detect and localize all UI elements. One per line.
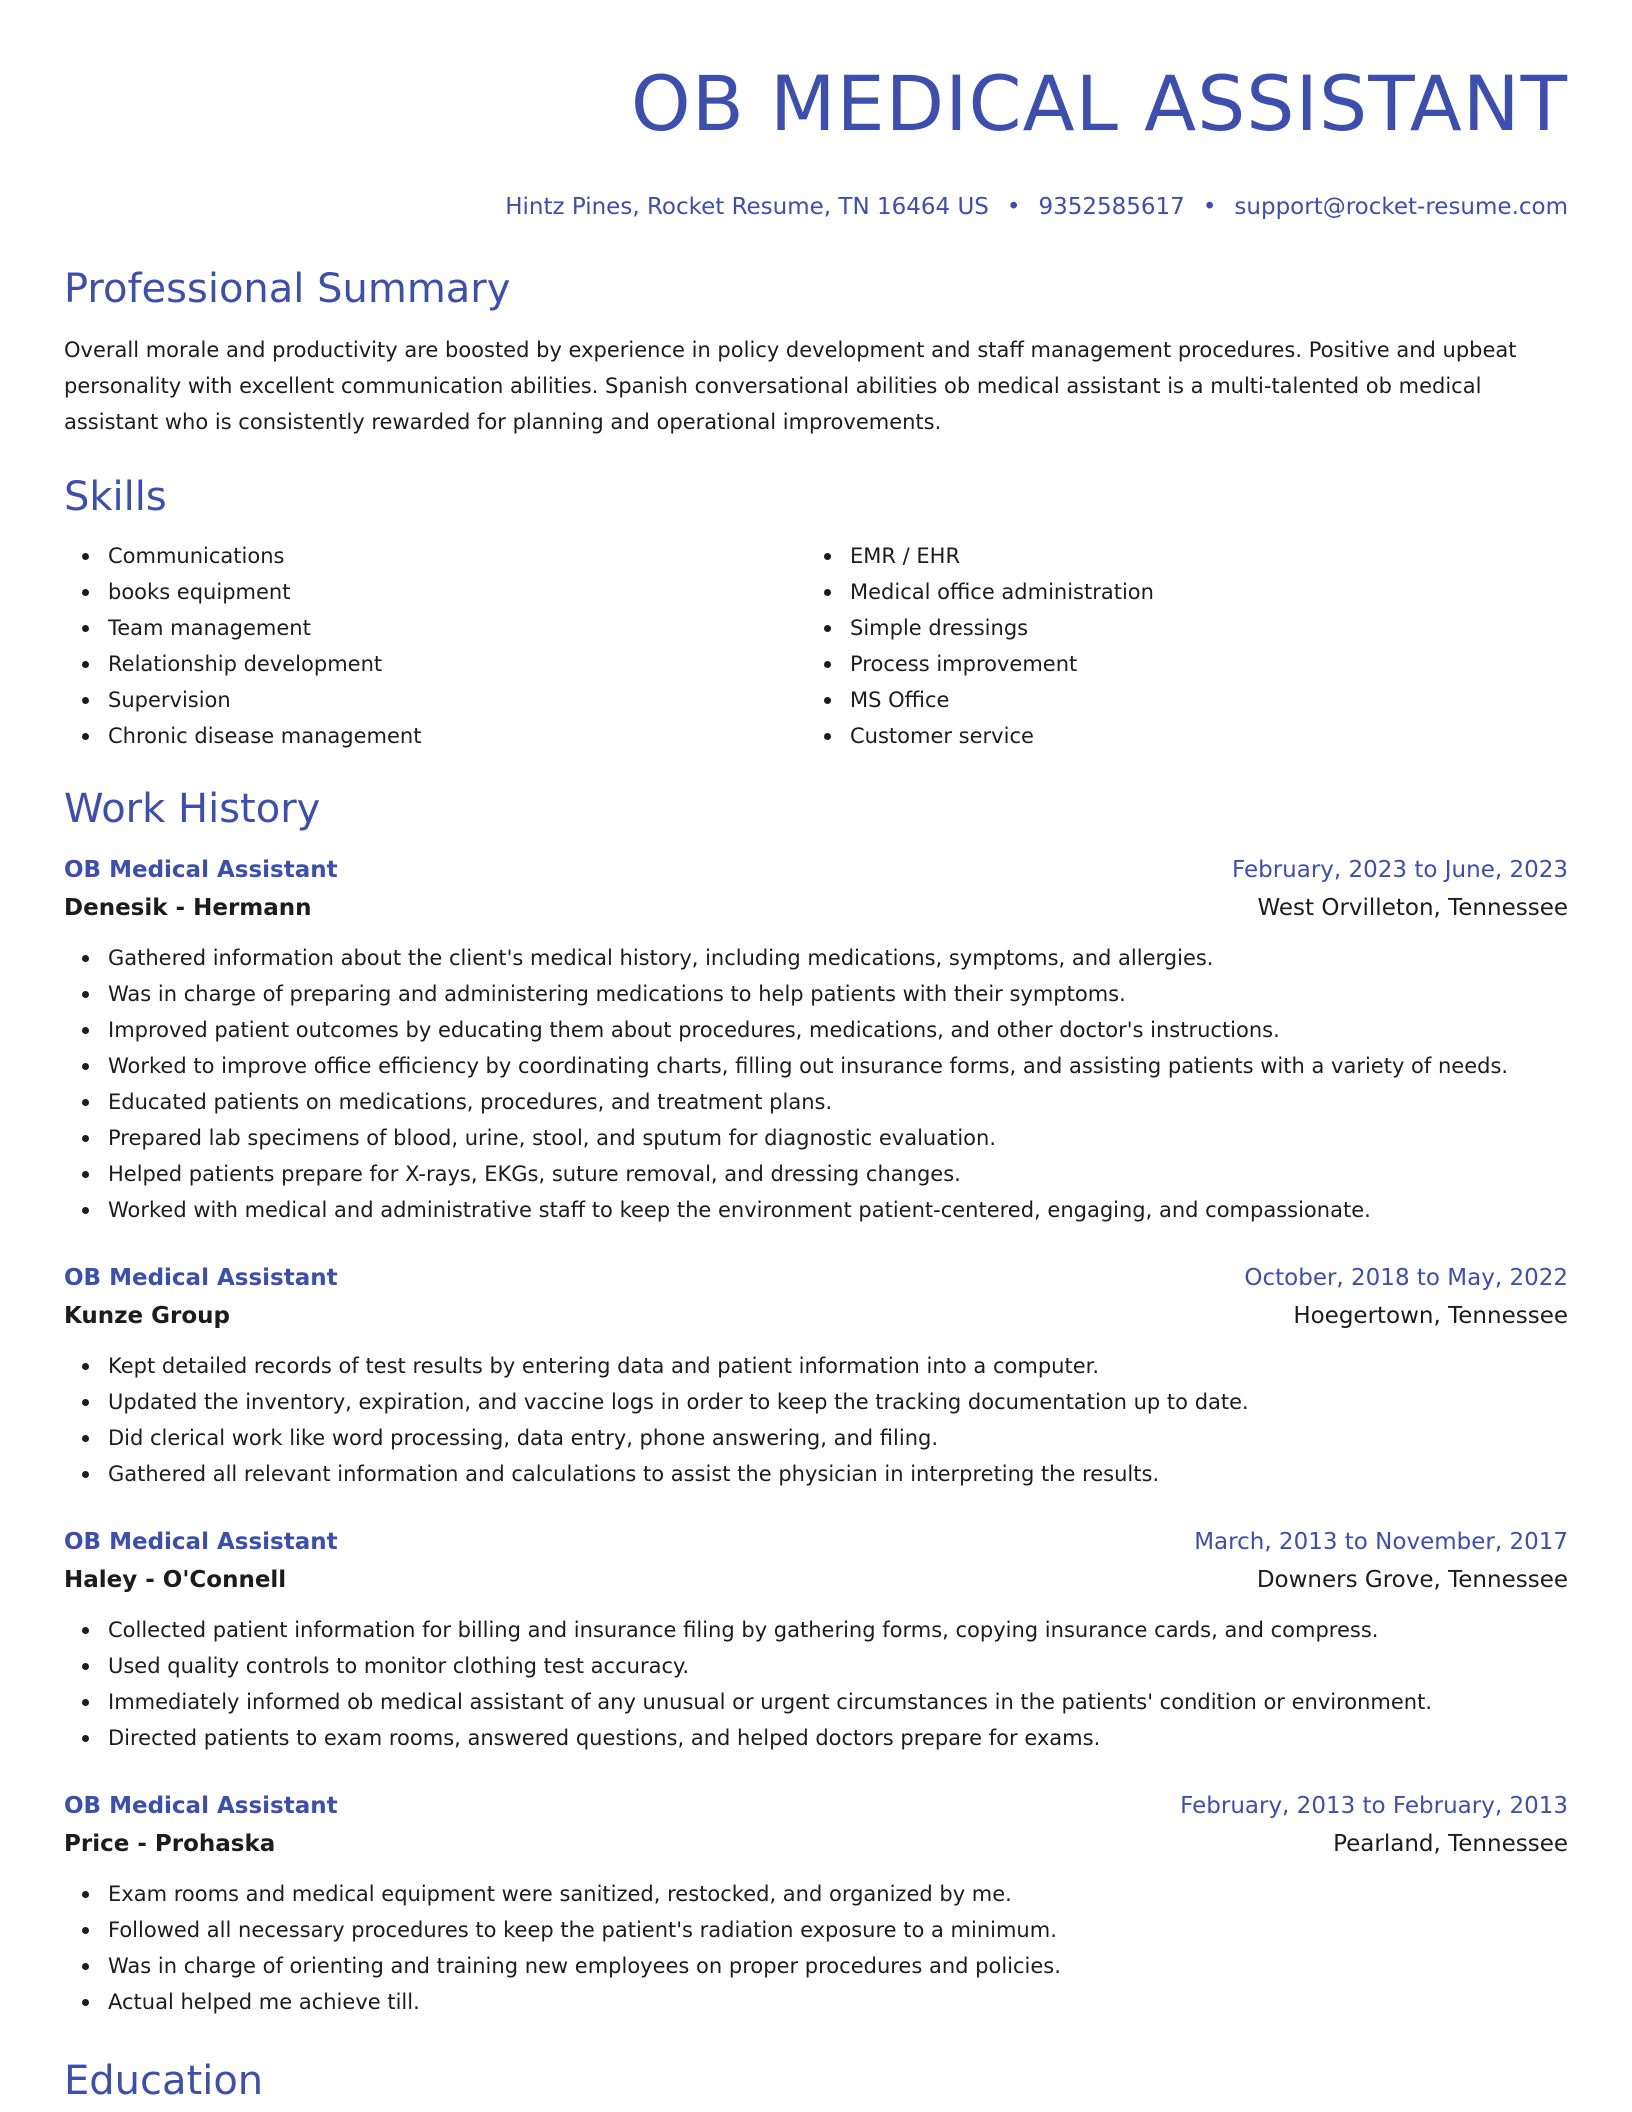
job-bullet: Gathered all relevant information and calculations to assist the physician in interpreting the results. [108, 1456, 1568, 1492]
skill-item: Communications [108, 538, 806, 574]
job-title: OB Medical Assistant [64, 1265, 338, 1291]
contact-phone[interactable]: 9352585617 [1038, 194, 1185, 220]
job-location: West Orvilleton, Tennessee [1257, 895, 1568, 921]
job-bullets [64, 1348, 1568, 1492]
job-company: Haley - O'Connell [64, 1567, 287, 1593]
skill-item: Customer service [850, 718, 1550, 754]
skill-item: Supervision [108, 682, 806, 718]
skills-column-left [64, 538, 806, 754]
candidate-name: OB MEDICAL ASSISTANT [630, 59, 1568, 148]
job-bullet: Collected patient information for billing and insurance filing by gathering forms, copying insurance cards, and compress. [108, 1612, 1568, 1648]
skills-heading: Skills [64, 474, 167, 520]
job-company: Kunze Group [64, 1303, 231, 1329]
job-bullet: Worked to improve office efficiency by coordinating charts, filling out insurance forms, and assisting patients with a variety of needs. [108, 1048, 1568, 1084]
resume-page [64, 0, 1568, 2106]
job-bullets [64, 940, 1568, 1228]
job-bullet: Immediately informed ob medical assistant of any unusual or urgent circumstances in the patients' condition or environment. [108, 1684, 1568, 1720]
job-location: Pearland, Tennessee [1333, 1831, 1568, 1857]
job-title: OB Medical Assistant [64, 1529, 338, 1555]
job-bullet: Used quality controls to monitor clothing test accuracy. [108, 1648, 1568, 1684]
job-dates: October, 2018 to May, 2022 [1244, 1265, 1568, 1291]
contact-separator: • [1006, 194, 1021, 220]
job-location: Hoegertown, Tennessee [1293, 1303, 1568, 1329]
job-bullet: Did clerical work like word processing, data entry, phone answering, and filing. [108, 1420, 1568, 1456]
skill-item: Team management [108, 610, 806, 646]
job-entry [64, 854, 1568, 1228]
contact-address: Hintz Pines, Rocket Resume, TN 16464 US [505, 194, 989, 220]
job-bullet: Was in charge of orienting and training new employees on proper procedures and policies. [108, 1948, 1568, 1984]
skill-item: Medical office administration [850, 574, 1550, 610]
job-bullet: Gathered information about the client's medical history, including medications, symptoms, and allergies. [108, 940, 1568, 976]
contact-email[interactable]: support@rocket-resume.com [1234, 194, 1568, 220]
job-title: OB Medical Assistant [64, 857, 338, 883]
skill-item: Simple dressings [850, 610, 1550, 646]
job-bullet: Was in charge of preparing and administering medications to help patients with their symptoms. [108, 976, 1568, 1012]
job-company: Denesik - Hermann [64, 895, 312, 921]
job-bullet: Updated the inventory, expiration, and vaccine logs in order to keep the tracking documentation up to date. [108, 1384, 1568, 1420]
job-company: Price - Prohaska [64, 1831, 276, 1857]
job-bullet: Actual helped me achieve till. [108, 1984, 1568, 2020]
job-bullet: Worked with medical and administrative staff to keep the environment patient-centered, engaging, and compassionate. [108, 1192, 1568, 1228]
summary-heading: Professional Summary [64, 266, 511, 312]
skill-item: Relationship development [108, 646, 806, 682]
skill-item: books equipment [108, 574, 806, 610]
job-dates: February, 2023 to June, 2023 [1231, 857, 1568, 883]
skill-item: MS Office [850, 682, 1550, 718]
skill-item: EMR / EHR [850, 538, 1550, 574]
skill-item: Process improvement [850, 646, 1550, 682]
job-bullet: Educated patients on medications, procedures, and treatment plans. [108, 1084, 1568, 1120]
job-bullet: Improved patient outcomes by educating them about procedures, medications, and other doctor's instructions. [108, 1012, 1568, 1048]
skill-item: Chronic disease management [108, 718, 806, 754]
job-location: Downers Grove, Tennessee [1256, 1567, 1568, 1593]
contact-separator: • [1202, 194, 1217, 220]
skills-column-right [806, 538, 1550, 754]
job-title: OB Medical Assistant [64, 1793, 338, 1819]
job-bullets [64, 1876, 1568, 2020]
contact-line [64, 192, 1568, 222]
job-bullet: Prepared lab specimens of blood, urine, stool, and sputum for diagnostic evaluation. [108, 1120, 1568, 1156]
job-entry [64, 1262, 1568, 1492]
education-heading: Education [64, 2058, 264, 2104]
work-history-heading: Work History [64, 786, 321, 832]
job-dates: February, 2013 to February, 2013 [1180, 1793, 1568, 1819]
job-bullets [64, 1612, 1568, 1756]
job-bullet: Helped patients prepare for X-rays, EKGs, suture removal, and dressing changes. [108, 1156, 1568, 1192]
job-dates: March, 2013 to November, 2017 [1194, 1529, 1568, 1555]
job-bullet: Kept detailed records of test results by entering data and patient information into a computer. [108, 1348, 1568, 1384]
job-bullet: Exam rooms and medical equipment were sanitized, restocked, and organized by me. [108, 1876, 1568, 1912]
skills-list [64, 538, 1568, 754]
job-bullet: Directed patients to exam rooms, answered questions, and helped doctors prepare for exams. [108, 1720, 1568, 1756]
summary-text: Overall morale and productivity are boosted by experience in policy development and staff management procedures. Positive and upbeat personality with excellent communication abilities. Spanish conversational abilities ob medical assistant is a multi-talented ob medical assistant who is consistently rewarded for planning and operational improvements. [64, 338, 1517, 434]
job-entry [64, 1790, 1568, 2020]
job-bullet: Followed all necessary procedures to keep the patient's radiation exposure to a minimum. [108, 1912, 1568, 1948]
job-entry [64, 1526, 1568, 1756]
